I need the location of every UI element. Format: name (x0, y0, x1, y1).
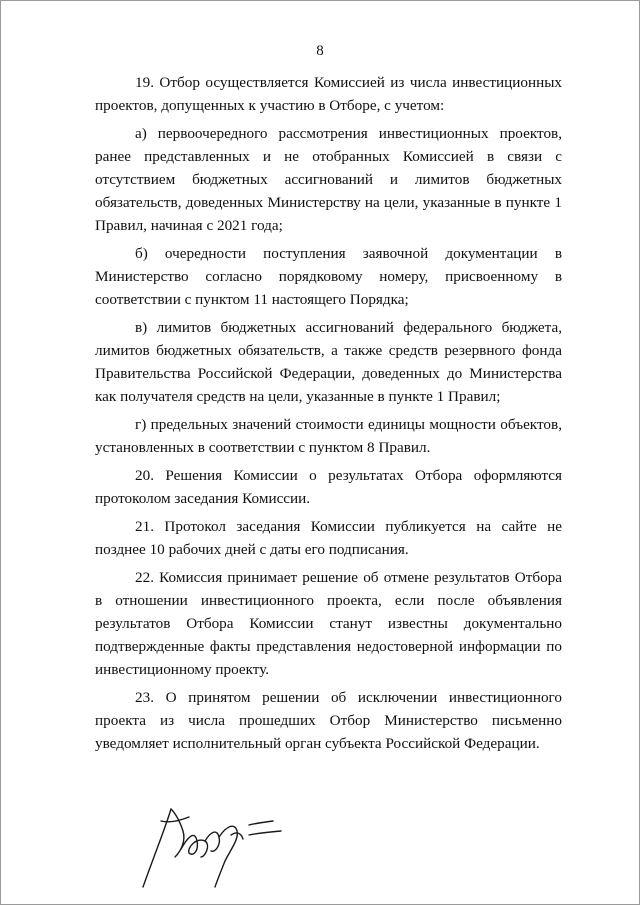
paragraph-19-v: в) лимитов бюджетных ассигнований федерального бюджета, лимитов бюджетных обязательств, а также средств резервного фонда Правительства Российской Федерации, доведенных до Министерства как получателя средств на цели, указанные в пункте 1 Правил; (95, 319, 562, 405)
paragraph-20: 20. Решения Комиссии о результатах Отбора оформляются протоколом заседания Комиссии. (95, 467, 562, 507)
document-body (95, 71, 562, 760)
page-number: 8 (316, 43, 324, 59)
paragraph-19-a: а) первоочередного рассмотрения инвестиционных проектов, ранее представленных и не отобранных Комиссией в связи с отсутствием бюджетных ассигнований и лимитов бюджетных обязательств, доведенных Министерству на цели, указанные в пункте 1 Правил, начиная с 2021 года; (95, 125, 562, 234)
paragraph-23: 23. О принятом решении об исключении инвестиционного проекта из числа прошедших Отбор Министерство письменно уведомляет исполнительный орган субъекта Российской Федерации. (95, 689, 562, 752)
paragraph-19-b: б) очередности поступления заявочной документации в Министерство согласно порядковому номеру, присвоенному в соответствии с пунктом 11 настоящего Порядка; (95, 245, 562, 308)
paragraph-22: 22. Комиссия принимает решение об отмене результатов Отбора в отношении инвестиционного проекта, если после объявления результатов Отбора Комиссии станут известны документально подтвержденные факты представления недостоверной информации по инвестиционному проекту. (95, 569, 562, 678)
handwritten-signature-icon (131, 791, 301, 896)
paragraph-19-g: г) предельных значений стоимости единицы мощности объектов, установленных в соответствии с пунктом 8 Правил. (95, 416, 562, 456)
paragraph-19: 19. Отбор осуществляется Комиссией из числа инвестиционных проектов, допущенных к участию в Отборе, с учетом: (95, 74, 562, 114)
paragraph-21: 21. Протокол заседания Комиссии публикуется на сайте не позднее 10 рабочих дней с даты его подписания. (95, 518, 562, 558)
